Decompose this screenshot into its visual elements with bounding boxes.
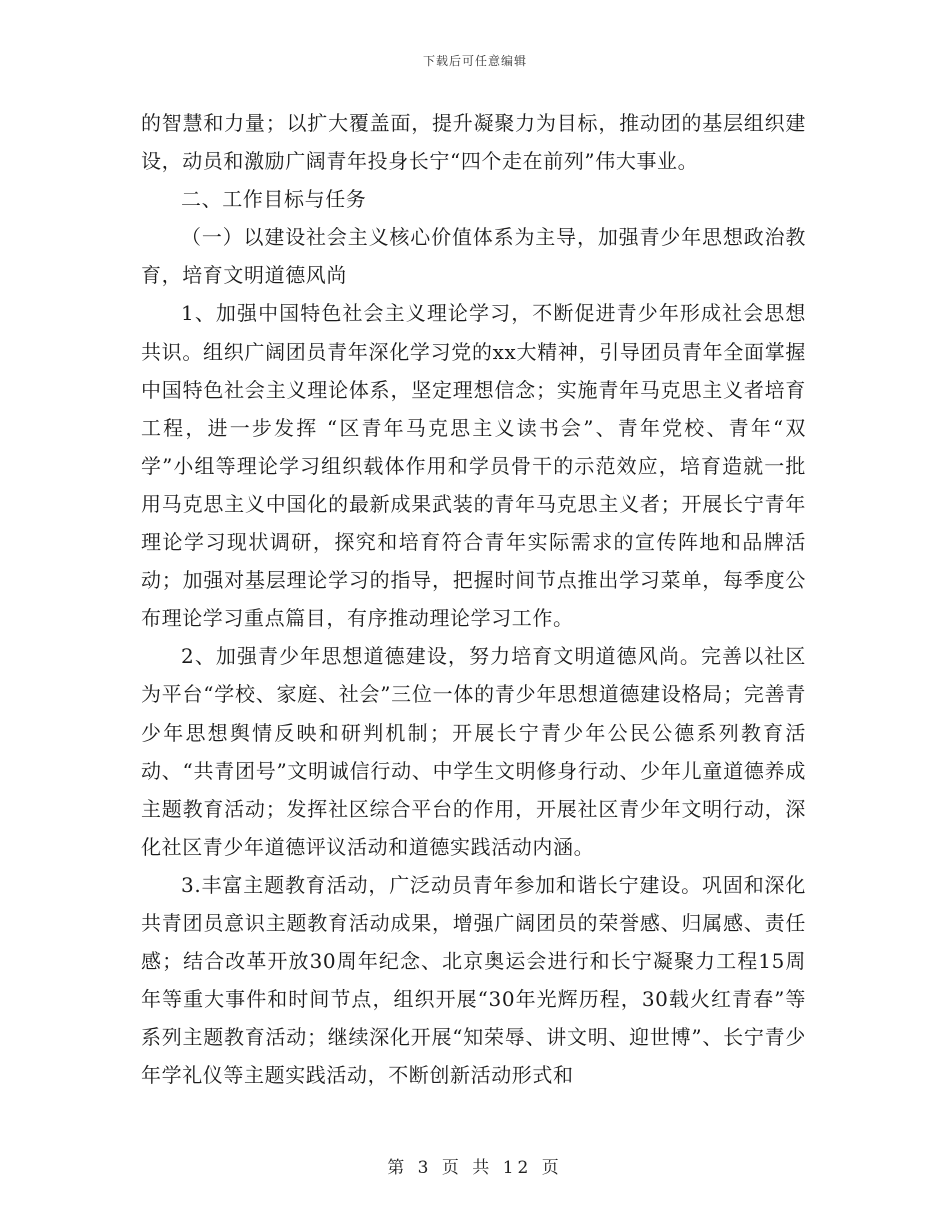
page-header: 下载后可任意编辑 — [422, 54, 527, 68]
page-number-footer: 第 3 页 共 12 页 — [387, 1158, 563, 1178]
body-text — [141, 104, 806, 1094]
paragraph-item-1: 1、加强中国特色社会主义理论学习，不断促进青少年形成社会思想共识。组织广阔团员青年深化学习党的xx大精神，引导团员青年全面掌握中国特色社会主义理论体系，坚定理想信念；实施青年马克思主义者培育工程，进一步发挥 “区青年马克思主义读书会”、青年党校、青年“双学”小组等理论学习组织载体作用和学员骨干的示范效应，培育造就一批用马克思主义中国化的最新成果武装的青年马克思主义者；开展长宁青年理论学习现状调研，探究和培育符合青年实际需求的宣传阵地和品牌活动；加强对基层理论学习的指导，把握时间节点推出学习菜单，每季度公布理论学习重点篇目，有序推动理论学习工作。 — [141, 301, 806, 631]
paragraph-item-3: 3.丰富主题教育活动，广泛动员青年参加和谐长宁建设。巩固和深化共青团员意识主题教育活动成果，增强广阔团员的荣誉感、归属感、责任感；结合改革开放30周年纪念、北京奥运会进行和长宁凝聚力工程15周年等重大事件和时间节点，组织开展“30年光辉历程，30载火红青春”等系列主题教育活动；继续深化开展“知荣辱、讲文明、迎世博”、长宁青少年学礼仪等主题实践活动，不断创新活动形式和 — [141, 872, 806, 1088]
subsection-heading: （一）以建设社会主义核心价值体系为主导，加强青少年思想政治教育，培育文明道德风尚 — [141, 225, 806, 288]
paragraph-continuation: 的智慧和力量；以扩大覆盖面，提升凝聚力为目标，推动团的基层组织建设，动员和激励广阔青年投身长宁“四个走在前列”伟大事业。 — [141, 111, 806, 174]
paragraph-item-2: 2、加强青少年思想道德建设，努力培育文明道德风尚。完善以社区为平台“学校、家庭、社会”三位一体的青少年思想道德建设格局；完善青少年思想舆情反映和研判机制；开展长宁青少年公民公德系列教育活动、“共青团号”文明诚信行动、中学生文明修身行动、少年儿童道德养成主题教育活动；发挥社区综合平台的作用，开展社区青少年文明行动，深化社区青少年道德评议活动和道德实践活动内涵。 — [141, 644, 806, 859]
section-heading: 二、工作目标与任务 — [181, 187, 367, 212]
